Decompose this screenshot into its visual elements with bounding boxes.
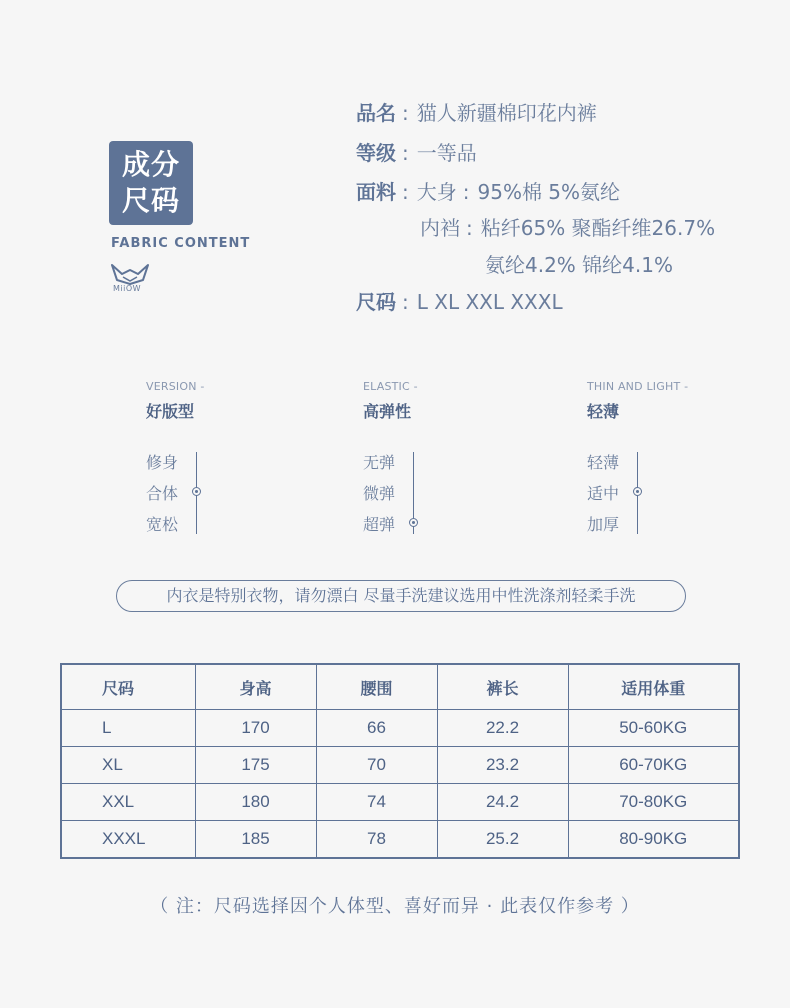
table-row [61,784,739,821]
table-cell: 50-60KG [568,710,739,747]
scale-option: 轻薄 [587,453,620,472]
table-header: 裤长 [437,664,568,710]
table-cell: 80-90KG [568,821,739,859]
feature-en-label: VERSION - [146,380,205,393]
table-row [61,747,739,784]
scale-option: 加厚 [587,515,620,534]
table-cell: 60-70KG [568,747,739,784]
table-cell: 70-80KG [568,784,739,821]
feature-en-label: THIN AND LIGHT - [587,380,689,393]
fabric-content-label: FABRIC CONTENT [111,236,251,251]
table-row [61,821,739,859]
scale-indicator-icon [409,518,418,527]
table-cell: 78 [316,821,437,859]
badge-line-2: 尺码 [121,184,180,217]
scale-thin-light [587,450,707,536]
table-cell: 74 [316,784,437,821]
table-cell: 25.2 [437,821,568,859]
table-header: 尺码 [61,664,195,710]
spec-value: 猫人新疆棉印花内裤 [416,101,597,125]
spec-value: 氨纶4.2% 锦纶4.1% [485,253,673,277]
table-cell: 24.2 [437,784,568,821]
table-row [61,710,739,747]
spec-key: 尺码 [356,290,396,314]
table-cell: 70 [316,747,437,784]
spec-value: 95%棉 5%氨纶 [477,180,621,204]
spec-product-name: 品名 : 猫人新疆棉印花内裤 [356,101,597,125]
feature-cn-label: 好版型 [146,402,195,421]
spec-subkey: 内裆 [420,216,460,240]
spec-fabric-crotch: 内裆 : 粘纤65% 聚酯纤维26.7% [420,216,716,240]
table-header: 腰围 [316,664,437,710]
table-cell: L [61,710,195,747]
feature-en-label: ELASTIC - [363,380,418,393]
spec-size: 尺码 : L XL XXL XXXL [356,290,563,314]
scale-option: 无弹 [363,453,396,472]
table-cell: 23.2 [437,747,568,784]
spec-subkey: 大身 [416,180,457,204]
table-cell: 175 [195,747,316,784]
spec-key: 等级 [356,141,396,165]
feature-version [146,380,205,422]
feature-elastic [363,380,418,422]
scale-option: 宽松 [146,515,179,534]
size-table [60,663,740,859]
scale-version [146,450,266,536]
spec-value: L XL XXL XXXL [416,290,563,314]
spec-value: 粘纤65% 聚酯纤维26.7% [480,216,716,240]
spec-grade: 等级 : 一等品 [356,141,477,165]
feature-thin-light [587,380,688,422]
scale-indicator-icon [192,487,201,496]
table-cell: 66 [316,710,437,747]
table-cell: 185 [195,821,316,859]
badge-line-1: 成分 [121,148,180,181]
spec-key: 品名 [356,101,396,125]
table-cell: 170 [195,710,316,747]
care-instructions: 内衣是特别衣物，请勿漂白 尽量手洗建议选用中性洗涤剂轻柔手洗 [116,580,686,612]
scale-option: 超弹 [363,515,396,534]
scale-option: 修身 [146,453,179,472]
scale-indicator-icon [633,487,642,496]
scale-option: 微弹 [363,484,396,503]
brand-logo-text: MiiOW [113,284,142,293]
table-header: 身高 [195,664,316,710]
spec-fabric: 面料 : 大身 : 95%棉 5%氨纶 [356,180,621,204]
scale-elastic [363,450,483,536]
table-header-row [61,664,739,710]
table-cell: 180 [195,784,316,821]
scale-option: 适中 [587,484,620,503]
section-badge [109,141,193,225]
table-cell: XXXL [61,821,195,859]
table-cell: XL [61,747,195,784]
spec-key: 面料 [356,180,396,204]
table-header: 适用体重 [568,664,739,710]
size-footnote: （ 注：尺码选择因个人体型、喜好而异 · 此表仅作参考 ） [150,896,640,917]
spec-value: 一等品 [416,141,477,165]
table-cell: XXL [61,784,195,821]
feature-cn-label: 高弹性 [363,402,412,421]
feature-cn-label: 轻薄 [587,402,620,421]
spec-fabric-crotch-cont [485,249,673,278]
scale-option: 合体 [146,484,179,503]
table-cell: 22.2 [437,710,568,747]
